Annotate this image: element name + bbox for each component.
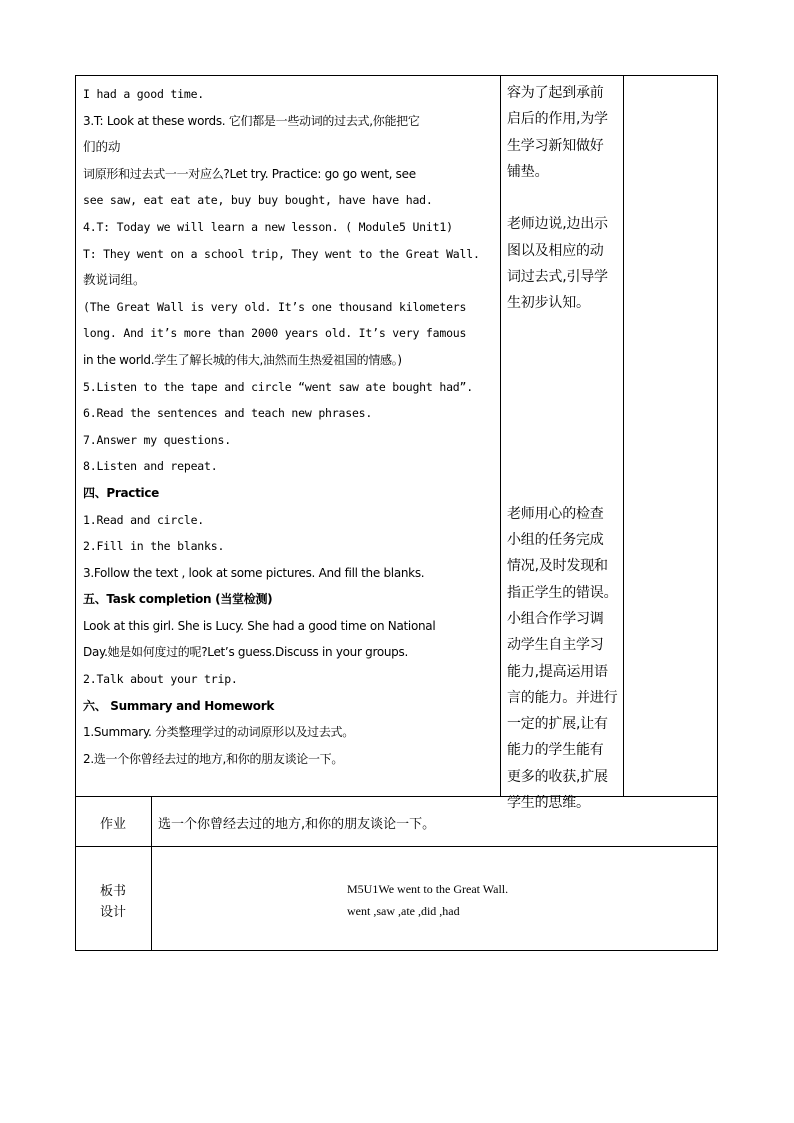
column-divider (623, 75, 624, 796)
intent-line: 铺垫。 (507, 163, 549, 180)
process-line: I had a good time. (83, 87, 205, 101)
process-line: Day.她是如何度过的呢?Let’s guess.Discuss in your groups. (83, 645, 408, 660)
teaching-process (83, 84, 498, 775)
process-line: 2.选一个你曾经去过的地方,和你的朋友谈论一下。 (83, 751, 344, 766)
intent-line (507, 369, 619, 395)
intent-line: 一定的扩展,让有 (507, 716, 608, 733)
process-line: 们的动 (83, 139, 121, 155)
process-line: 六、 Summary and Homework (83, 698, 275, 713)
intent-line: 容为了起到承前 (507, 85, 604, 101)
intent-line: 生学习新知做好 (507, 137, 604, 154)
homework-label: 作业 (99, 817, 126, 832)
intent-line (507, 343, 619, 369)
board-words: went ,saw ,ate ,did ,had (347, 904, 460, 918)
process-line: 5.Listen to the tape and circle “went saw ate bought had”. (83, 379, 473, 394)
intent-line (507, 474, 619, 500)
column-divider (151, 796, 152, 951)
intent-line: 情况,及时发现和 (507, 558, 608, 575)
process-line: 1.Read and circle. (83, 512, 205, 527)
intent-line: 能力,提高运用语 (507, 663, 608, 680)
process-line: 4.T: Today we will learn a new lesson. ( Module5 Unit1) (83, 219, 453, 234)
intent-line: 老师用心的检查 (507, 505, 604, 522)
process-line: 2.Fill in the blanks. (83, 539, 225, 554)
process-line: 词原形和过去式一一对应么?Let try. Practice: go go went, see (83, 166, 416, 181)
intent-line (507, 448, 619, 474)
intent-line: 动学生自主学习 (507, 637, 604, 654)
design-intent (507, 80, 619, 816)
process-line: 教说词组。 (83, 272, 146, 288)
intent-line: 词过去式,引导学 (507, 269, 608, 286)
intent-line (507, 317, 619, 343)
intent-line: 指正学生的错误。 (507, 584, 618, 601)
process-line: 6.Read the sentences and teach new phrases. (83, 406, 373, 421)
intent-line: 启后的作用,为学 (507, 111, 608, 128)
intent-line: 图以及相应的动 (507, 242, 604, 259)
board-design-content (347, 878, 508, 922)
row-divider (75, 796, 718, 797)
process-line: (The Great Wall is very old. It’s one thousand kilometers (83, 299, 467, 314)
process-line: 8.Listen and repeat. (83, 459, 218, 474)
intent-line: 能力的学生能有 (507, 742, 604, 759)
process-line: Look at this girl. She is Lucy. She had a good time on National (83, 618, 436, 633)
board-design-label-line2: 设计 (99, 905, 126, 920)
process-line: 五、Task completion (当堂检测) (83, 592, 273, 607)
intent-line: 言的能力。并进行 (507, 689, 618, 706)
intent-line: 老师边说,边出示 (507, 216, 608, 233)
process-line: 3.Follow the text , look at some pictures. And fill the blanks. (83, 565, 425, 580)
intent-line (507, 422, 619, 448)
intent-line: 小组合作学习调 (507, 610, 604, 627)
process-line: 四、Practice (83, 485, 160, 500)
intent-line: 学生的思维。 (507, 795, 590, 812)
process-line: 7.Answer my questions. (83, 432, 231, 447)
board-title: M5U1We went to the Great Wall. (347, 882, 509, 896)
process-line: T: They went on a school trip, They went to the Great Wall. (83, 246, 480, 261)
intent-line: 更多的收获,扩展 (507, 768, 608, 785)
intent-line (507, 185, 619, 211)
process-line: 3.T: Look at these words. 它们都是一些动词的过去式,你能把它 (83, 113, 420, 128)
process-line: 2.Talk about your trip. (83, 672, 238, 687)
process-line: 1.Summary. 分类整理学过的动词原形以及过去式。 (83, 725, 354, 740)
board-design-label-line1: 板书 (99, 884, 126, 899)
process-line: see saw, eat eat ate, buy buy bought, have have had. (83, 193, 433, 208)
intent-line: 生初步认知。 (507, 295, 590, 312)
homework-content: 选一个你曾经去过的地方,和你的朋友谈论一下。 (158, 817, 436, 832)
process-line: long. And it’s more than 2000 years old. It’s very famous (83, 326, 467, 341)
process-line: in the world.学生了解长城的伟大,油然而生热爱祖国的情感。) (83, 352, 402, 367)
intent-line: 小组的任务完成 (507, 532, 604, 549)
row-divider (75, 846, 718, 847)
intent-line (507, 396, 619, 422)
column-divider (500, 75, 501, 796)
